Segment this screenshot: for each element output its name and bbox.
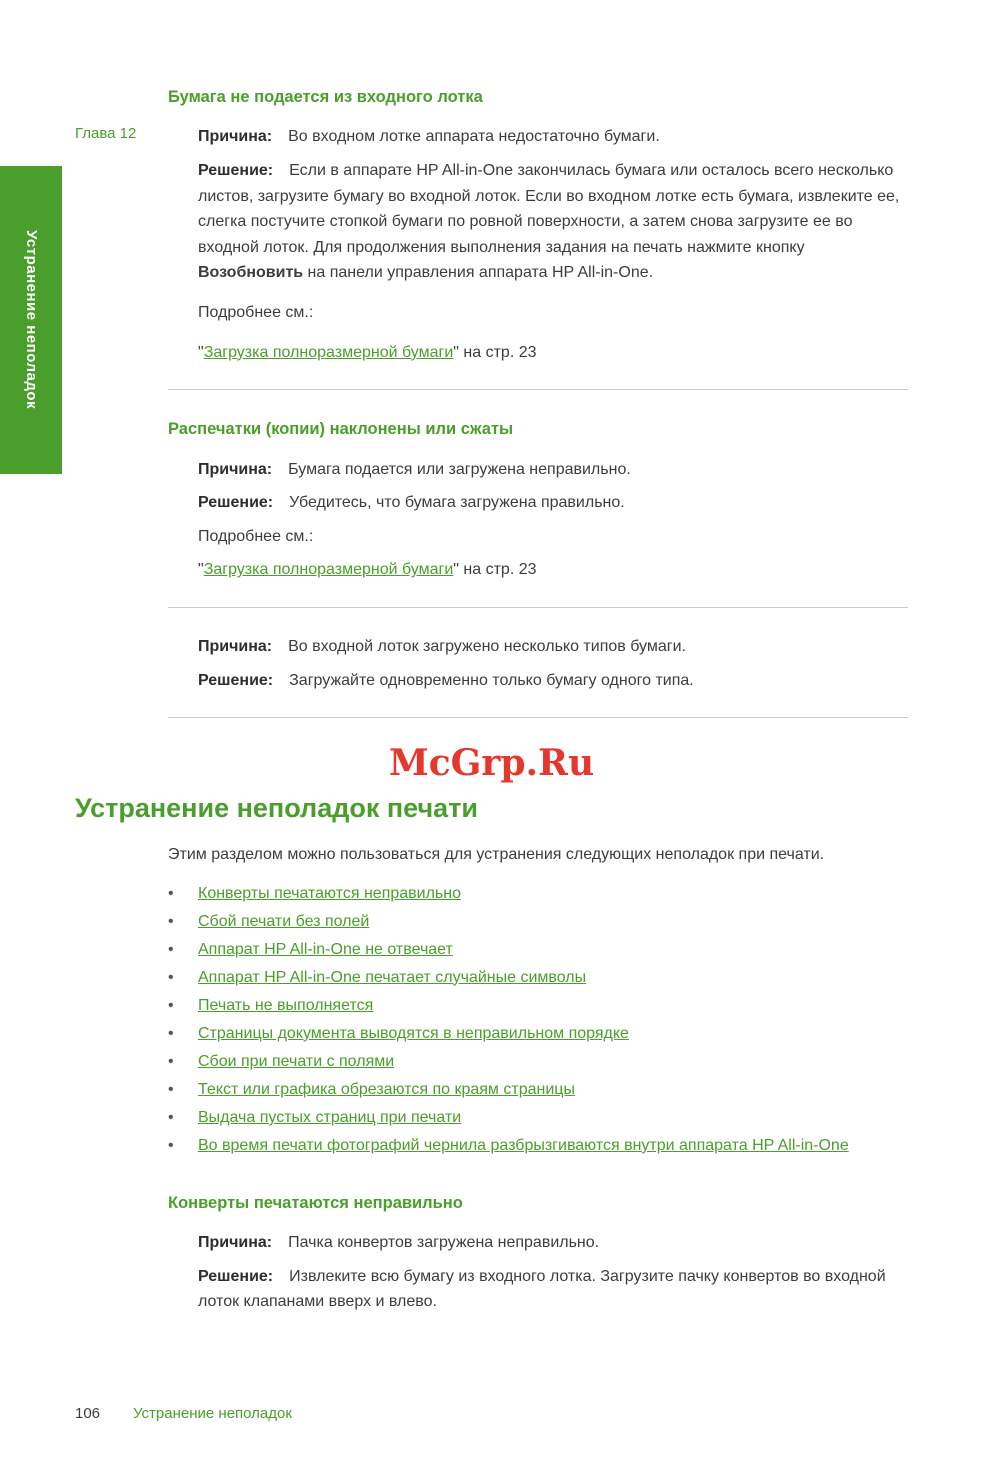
cause-text: Во входной лоток загружено несколько типов бумаги. — [288, 637, 686, 655]
cause-line — [198, 634, 908, 660]
list-item — [168, 880, 908, 908]
link-open-quote: " — [198, 561, 204, 579]
solution-label: Решение: — [198, 1267, 274, 1285]
link-page-ref: " на стр. 23 — [453, 561, 537, 579]
list-item — [168, 1048, 908, 1076]
section-skewed-prints — [168, 416, 908, 583]
cause-label: Причина: — [198, 1234, 273, 1252]
solution-paragraph — [198, 158, 908, 286]
cause-text: Во входном лотке аппарата недостаточно бумаги. — [288, 128, 660, 146]
solution-text: Извлеките всю бумагу из входного лотка. Загрузите пачку конвертов во входной лоток клапанами вверх и влево. — [198, 1267, 886, 1311]
solution-text: Если в аппарате HP All-in-One закончилась бумага или осталось всего несколько листов, загрузите бумагу во входной лоток. Если во входном лотке есть бумага, извлеките ее, слегка постучите стопкой бумаги по ровной поверхности, а затем снова загрузите ее во входной лоток. Для продолжения выполнения задания на печать нажмите кнопку — [198, 161, 900, 256]
cause-label: Причина: — [198, 128, 273, 146]
list-item — [168, 936, 908, 964]
solution-label: Решение: — [198, 671, 274, 689]
resume-button-mention: Возобновить — [198, 264, 304, 282]
watermark: McGrp.Ru — [388, 742, 595, 785]
list-item — [168, 908, 908, 936]
load-full-size-paper-link[interactable]: Загрузка полноразмерной бумаги — [203, 561, 454, 579]
print-issues-list — [168, 880, 908, 1160]
section-title-skewed-prints: Распечатки (копии) наклонены или сжаты — [168, 420, 514, 439]
list-item — [168, 964, 908, 992]
footer-section-label: Устранение неполадок — [133, 1405, 292, 1422]
bullet-marker: • — [168, 1024, 174, 1042]
print-issue-link[interactable]: Печать не выполняется — [198, 996, 374, 1014]
divider — [168, 389, 908, 390]
list-item — [168, 1132, 908, 1160]
divider — [168, 717, 908, 718]
cause-label: Причина: — [198, 637, 273, 655]
cause-label: Причина: — [198, 460, 273, 478]
print-issue-link[interactable]: Аппарат HP All-in-One не отвечает — [198, 940, 453, 958]
see-also-link-line — [198, 557, 908, 583]
link-open-quote: " — [198, 343, 204, 361]
cause-text: Бумага подается или загружена неправильно. — [288, 460, 631, 478]
bullet-marker: • — [168, 912, 174, 930]
page-title: Устранение неполадок печати — [75, 792, 479, 823]
print-issue-link[interactable]: Аппарат HP All-in-One печатает случайные символы — [198, 968, 587, 986]
cause-text: Пачка конвертов загружена неправильно. — [288, 1234, 600, 1252]
bullet-marker: • — [168, 1108, 174, 1126]
print-issue-link[interactable]: Сбои при печати с полями — [198, 1052, 395, 1070]
list-item — [168, 1020, 908, 1048]
solution-text: Загружайте одновременно только бумагу одного типа. — [289, 671, 694, 689]
manual-page — [0, 84, 1000, 1469]
cause-line — [198, 457, 908, 483]
solution-line — [198, 668, 908, 694]
bullet-marker: • — [168, 1052, 174, 1070]
chapter-label: Глава 12 — [75, 125, 137, 142]
bullet-marker: • — [168, 996, 174, 1014]
section-paper-not-fed — [168, 84, 908, 365]
bullet-marker: • — [168, 884, 174, 902]
solution-label: Решение: — [198, 161, 274, 179]
solution-line — [198, 490, 908, 516]
see-also-link-line — [198, 340, 908, 366]
list-item — [168, 1076, 908, 1104]
bullet-marker: • — [168, 968, 174, 986]
print-issue-link[interactable]: Сбой печати без полей — [198, 912, 370, 930]
print-issue-link[interactable]: Страницы документа выводятся в неправильном порядке — [198, 1024, 629, 1042]
bullet-marker: • — [168, 1136, 174, 1154]
cause-line — [198, 124, 908, 150]
divider — [168, 607, 908, 608]
solution-text-cont: на панели управления аппарата HP All-in-One. — [303, 264, 654, 282]
bullet-marker: • — [168, 1080, 174, 1098]
see-also-label: Подробнее см.: — [198, 527, 314, 545]
link-page-ref: " на стр. 23 — [453, 343, 537, 361]
load-full-size-paper-link[interactable]: Загрузка полноразмерной бумаги — [203, 343, 454, 361]
solution-label: Решение: — [198, 494, 274, 512]
section-title-envelopes: Конверты печатаются неправильно — [168, 1193, 463, 1212]
page-number: 106 — [75, 1405, 101, 1422]
bullet-marker: • — [168, 940, 174, 958]
print-issue-link[interactable]: Во время печати фотографий чернила разбрызгиваются внутри аппарата HP All-in-One — [198, 1136, 849, 1154]
sidebar-tab — [0, 166, 62, 474]
section-title-paper-not-fed: Бумага не подается из входного лотка — [168, 88, 483, 106]
print-issue-link[interactable]: Выдача пустых страниц при печати — [198, 1108, 462, 1126]
print-issue-link[interactable]: Конверты печатаются неправильно — [198, 884, 461, 902]
list-item — [168, 1104, 908, 1132]
cause-line — [198, 1230, 908, 1256]
page-footer — [75, 1402, 292, 1426]
solution-paragraph — [198, 1264, 908, 1315]
sidebar-label: Устранение неполадок — [23, 230, 40, 410]
list-item — [168, 992, 908, 1020]
print-issue-link[interactable]: Текст или графика обрезаются по краям страницы — [198, 1080, 575, 1098]
section-envelopes — [168, 1190, 908, 1315]
section-mixed-paper — [168, 634, 908, 693]
solution-text: Убедитесь, что бумага загружена правильно. — [289, 494, 625, 512]
see-also-label: Подробнее см.: — [198, 303, 314, 321]
intro-paragraph: Этим разделом можно пользоваться для устранения следующих неполадок при печати. — [168, 846, 825, 864]
